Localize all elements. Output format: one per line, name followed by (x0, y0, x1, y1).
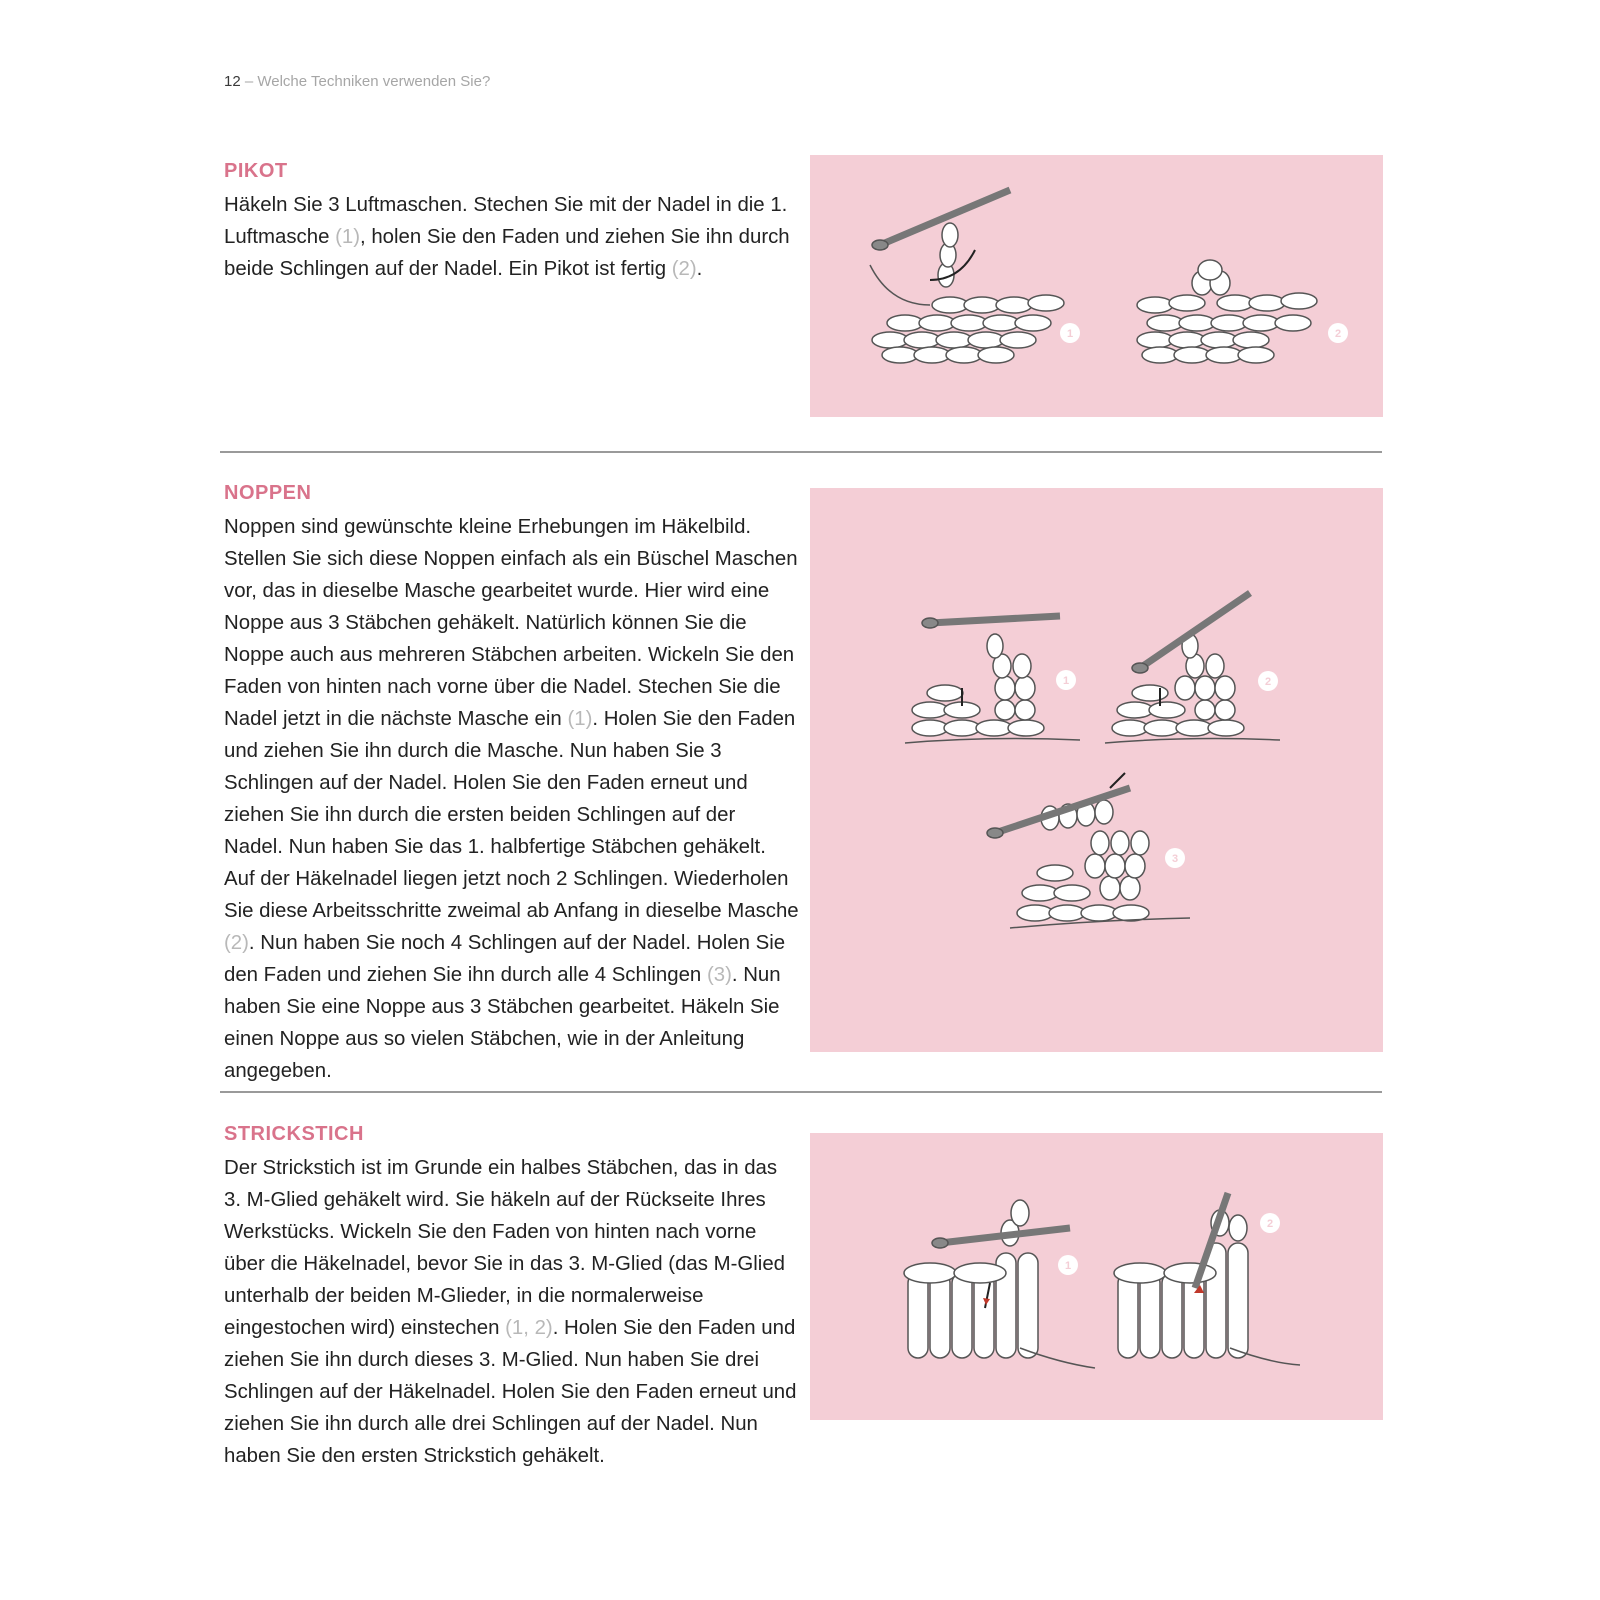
section-pikot (224, 160, 799, 285)
figure-label: 2 (1266, 1218, 1274, 1230)
pikot-illustration (810, 155, 1383, 417)
figure-label: 1 (1066, 328, 1074, 340)
crochet-fabric-2 (1137, 260, 1317, 363)
figure-reference: (2) (224, 932, 249, 954)
page-number: 12 (224, 73, 241, 90)
figure-reference: (3) (706, 964, 732, 986)
running-head-separator: – (240, 73, 258, 90)
figure-label: 1 (1062, 675, 1070, 687)
yarn-strand (870, 265, 930, 305)
body-text: . (696, 258, 703, 280)
body-text: Noppen sind gewünschte kleine Erhebungen im Häkelbild. Stellen Sie sich diese Noppen einfach als ein Büschel Maschen vor, das in dieselbe Masche gearbeitet wurde. Hier wird eine Noppe aus 3 Stäbchen gehäkelt. Natürlich können Sie die Noppe auch aus mehreren Stäbchen arbeiten. Wickeln Sie den Faden von hinten nach vorne über die Nadel. Stechen Sie die Nadel jetzt in die nächste Masche ein (224, 516, 798, 730)
crochet-hook-icon (872, 190, 1010, 250)
figure-badge-2 (1260, 1213, 1280, 1233)
figure-label: 3 (1171, 853, 1179, 865)
figure-label: 1 (1064, 1260, 1072, 1272)
illustration-panel-pikot (810, 155, 1383, 417)
figure-badge-1 (1060, 323, 1080, 343)
figure-badge-2 (1258, 671, 1278, 691)
noppen-illustration (810, 488, 1383, 1052)
section-body (224, 189, 799, 285)
section-heading: PIKOT (224, 160, 288, 182)
body-text: Der Strickstich ist im Grunde ein halbes Stäbchen, das in das 3. M-Glied gehäkelt wird. Sie häkeln auf der Rückseite Ihres Werkstücks. Wickeln Sie den Faden von hinten nach vorne über die Häkelnadel, bevor Sie in das 3. M-Glied (das M-Glied unterhalb der beiden M-Glieder, in die normalerweise eingestochen wird) einstechen (224, 1157, 786, 1339)
section-body (224, 1152, 799, 1472)
crochet-fabric-1 (905, 634, 1080, 743)
body-text: . Holen Sie den Faden und ziehen Sie ihn durch dieses 3. M-Glied. Nun haben Sie drei Schlingen auf der Häkelnadel. Holen Sie den Faden erneut und ziehen Sie ihn durch alle drei Schlingen auf der Nadel. Nun haben Sie den ersten Strickstich gehäkelt. (224, 1317, 797, 1467)
section-divider (220, 451, 1382, 453)
illustration-panel-strickstich (810, 1133, 1383, 1420)
figure-label: 2 (1264, 676, 1272, 688)
crochet-hook-icon (922, 616, 1060, 628)
figure-reference: (2) (671, 258, 697, 280)
figure-reference: (1) (567, 708, 593, 730)
illustration-panel-noppen (810, 488, 1383, 1052)
body-text: . Holen Sie den Faden und ziehen Sie ihn durch die Masche. Nun haben Sie 3 Schlingen auf der Nadel. Holen Sie den Faden erneut und ziehen Sie ihn durch die ersten beiden Schlingen auf der Nadel. Nun haben Sie das 1. halbfertige Stäbchen gehäkelt. Auf der Häkelnadel liegen jetzt noch 2 Schlingen. Wiederholen Sie diese Arbeitsschritte zweimal ab Anfang in dieselbe Masche (224, 708, 799, 922)
body-text: , holen Sie den Faden und ziehen Sie ihn durch beide Schlingen auf der Nadel. Ein Pikot ist fertig (224, 226, 790, 280)
figure-badge-1 (1058, 1255, 1078, 1275)
figure-badge-1 (1056, 670, 1076, 690)
section-divider (220, 1091, 1382, 1093)
strickstich-illustration (810, 1133, 1383, 1420)
body-text: . Nun haben Sie noch 4 Schlingen auf der Nadel. Holen Sie den Faden und ziehen Sie ihn durch alle 4 Schlingen (224, 932, 786, 986)
body-text: . Nun haben Sie eine Noppe aus 3 Stäbchen gearbeitet. Häkeln Sie einen Noppe aus so vielen Stäbchen, wie in der Anleitung angegeben. (224, 964, 781, 1082)
crochet-fabric-1 (872, 223, 1064, 363)
running-head (224, 73, 490, 90)
crochet-fabric-2 (1114, 1210, 1300, 1365)
running-head-title: Welche Techniken verwenden Sie? (257, 73, 491, 90)
section-noppen (224, 482, 799, 1087)
figure-reference: (1) (335, 226, 360, 248)
figure-label: 2 (1334, 328, 1342, 340)
arrow-icon (1110, 773, 1125, 788)
section-strickstich (224, 1123, 799, 1472)
figure-badge-3 (1165, 848, 1185, 868)
crochet-fabric-2 (1105, 634, 1280, 743)
section-heading: STRICKSTICH (224, 1123, 364, 1145)
section-heading: NOPPEN (224, 482, 312, 504)
section-body (224, 511, 799, 1087)
figure-reference: (1, 2) (505, 1317, 553, 1339)
body-text: Häkeln Sie 3 Luftmaschen. Stechen Sie mit der Nadel in die 1. Luftmasche (224, 194, 788, 248)
figure-badge-2 (1328, 323, 1348, 343)
